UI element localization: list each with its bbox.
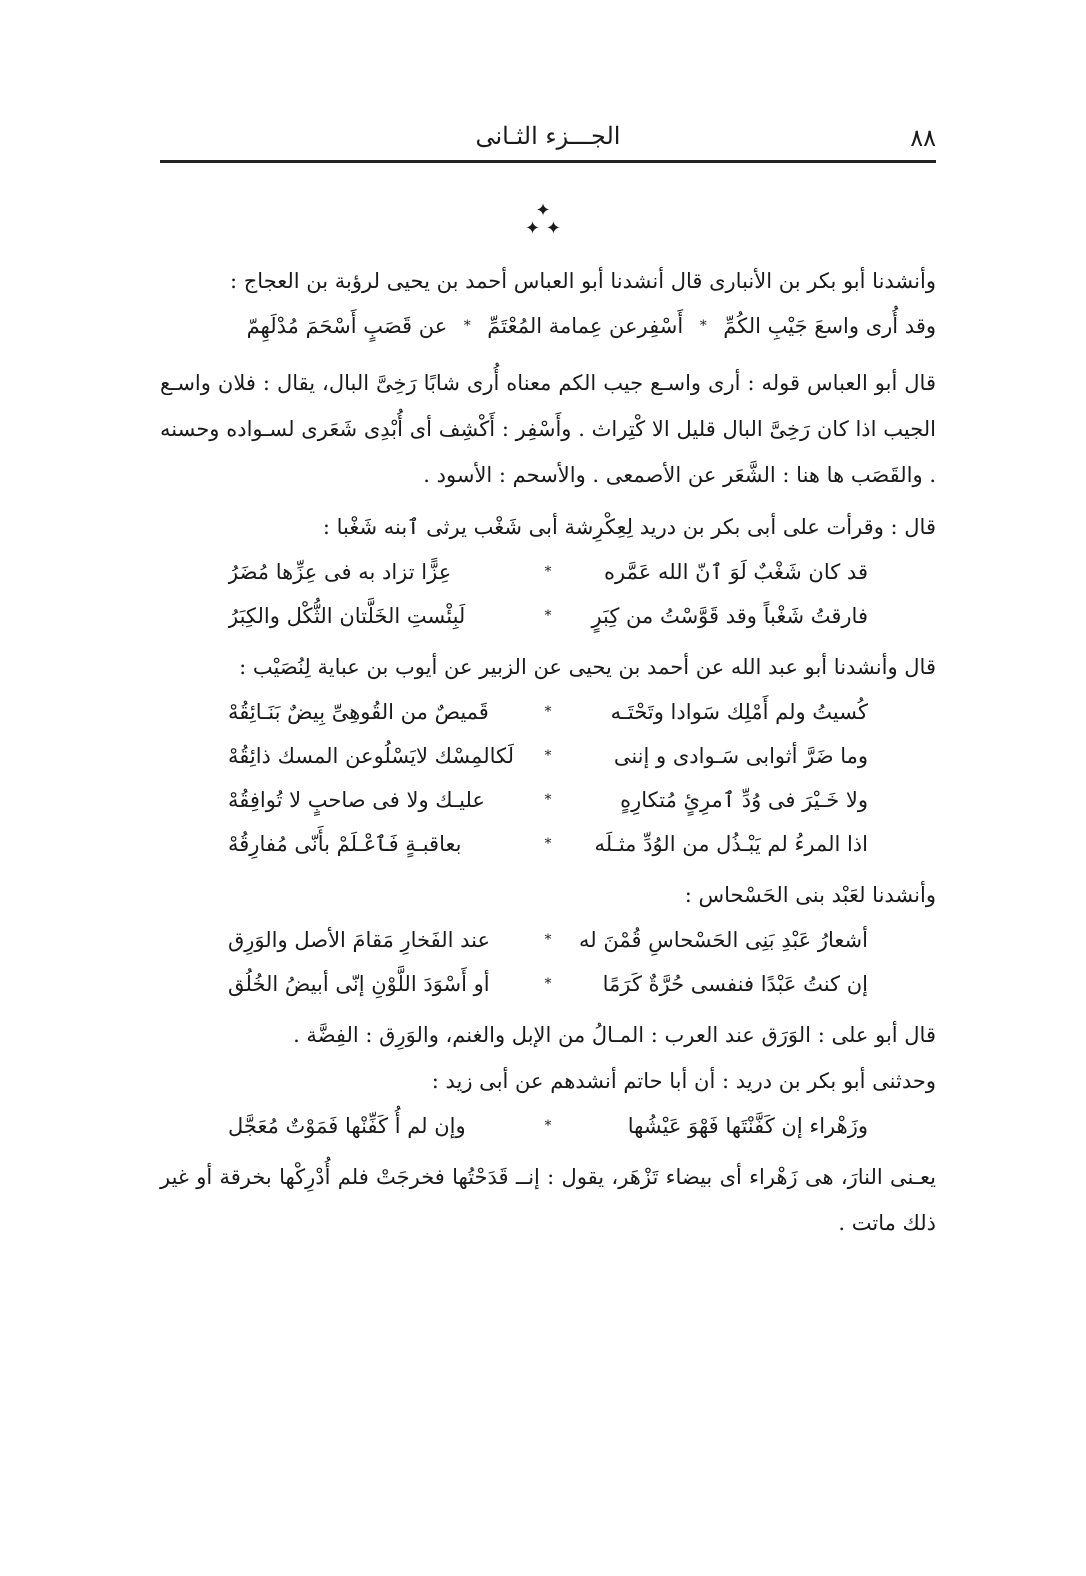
verse-10-second-hemistich: وإن لم أُ كَفِّنْها فَمَوْتٌ مُعَجَّل <box>228 1114 466 1138</box>
verse-7-first-hemistich: اذا المرءُ لم يَبْـذُل من الوُدِّ مثـلَه <box>594 832 868 856</box>
section-ornament <box>0 202 1086 238</box>
verse-3 <box>160 594 936 638</box>
verse-4-first-hemistich: كُسيتُ ولم أَمْلِك سَوادا وتَحْتَـه <box>610 700 868 724</box>
page-body <box>160 258 936 1246</box>
verse-7 <box>160 822 936 866</box>
paragraph-7: وحدثنى أبو بكر بن دريد : أن أبا حاتم أنشدهم عن أبى زيد : <box>431 1069 936 1093</box>
verse-2 <box>160 550 936 594</box>
paragraph-6: قال أبو على : الوَرَق عند العرب : المـالُ من الإبل والغنم، والوَرِق : الفِضَّة . <box>293 1023 936 1047</box>
running-title: الجـــزء الثـانى <box>475 122 621 150</box>
verse-9 <box>160 962 936 1006</box>
verse-1-part-1: وقد أُرى واسعَ جَيْبِ الكُمِّ <box>723 314 936 338</box>
verse-9-first-hemistich: إن كنتُ عَبْدًا فنفسى حُرَّةٌ كَرَمًا <box>602 972 868 996</box>
verse-separator: * <box>544 608 552 624</box>
page-header <box>160 118 936 158</box>
verse-2-first-hemistich: قد كان شَغْبٌ لَوَ ٱنّ الله عَمَّره <box>604 560 868 584</box>
verse-5-second-hemistich: لَكالمِسْك لايَسْلُوعن المسك ذائِقُهْ <box>228 744 514 768</box>
verse-6 <box>160 778 936 822</box>
header-rule <box>160 160 936 163</box>
verse-3-second-hemistich: لَبِئْستِ الخَلَّتان الثُّكْل والكِبَرُ <box>228 604 466 628</box>
verse-6-first-hemistich: ولا خَـيْرَ فى وُدِّ ٱمرِئٍ مُتكارِهٍ <box>620 788 868 812</box>
paragraph-5: وأنشدنا لعَبْد بنى الحَسْحاس : <box>684 883 936 907</box>
verse-separator: * <box>544 748 552 764</box>
verse-separator: * <box>544 792 552 808</box>
verse-5 <box>160 734 936 778</box>
ornament-bottom: ✦ ✦ <box>525 218 561 239</box>
verse-separator: * <box>544 564 552 580</box>
paragraph-3: قال : وقرأت على أبى بكر بن دريد لِعِكْرِشة أبى شَغْب يرثى ٱبنه شَغْبا : <box>322 515 936 539</box>
verse-7-second-hemistich: بعاقبـةٍ فَٱعْـلَمْ بأَنّى مُفارِقُهْ <box>228 832 462 856</box>
paragraph-1: وأنشدنا أبو بكر بن الأنبارى قال أنشدنا أبو العباس أحمد بن يحيى لرؤبة بن العجاج : <box>229 269 936 293</box>
verse-9-second-hemistich: أو أَسْوَدَ اللَّوْنِ إنّى أبيضُ الخُلُق <box>228 972 490 996</box>
verse-3-first-hemistich: فارقتُ شَغْباً وقد قَوَّسْتُ من كِبَرٍ <box>591 604 868 628</box>
verse-separator: * <box>544 836 552 852</box>
verse-6-second-hemistich: عليـك ولا فى صاحبٍ لا تُوافِقُهْ <box>228 788 485 812</box>
verse-1-part-2: أَسْفِرعن عِمامة المُعْتَمِّ <box>487 314 684 338</box>
verse-8-second-hemistich: عند الفَخارِ مَقامَ الأصل والوَرِق <box>228 928 491 952</box>
verse-4-second-hemistich: قَميصٌ من القُوهِىِّ بِيضٌ بَنَـائِقُهْ <box>228 700 489 724</box>
verse-separator: * <box>544 976 552 992</box>
verse-1 <box>160 304 936 348</box>
ornament-top: ✦ <box>535 200 551 221</box>
page-number: ٨٨ <box>910 124 936 152</box>
verse-2-second-hemistich: عِزًّا تزاد به فى عِزِّها مُضَرُ <box>228 560 452 584</box>
verse-5-first-hemistich: وما ضَرَّ أثوابى سَـوادى و إننى <box>613 744 868 768</box>
paragraph-8: يعـنى النارَ، هى زَهْراء أى بيضاء تَزْهَر، يقول : إنــ قَدَحْتُها فخرجَتْ فلم أُدْرِكْها بخرقة أو غير ذلك ماتت . <box>160 1165 936 1235</box>
verse-separator: * <box>699 318 707 334</box>
verse-separator: * <box>544 704 552 720</box>
paragraph-4: قال وأنشدنا أبو عبد الله عن أحمد بن يحيى عن الزبير عن أيوب بن عباية لِنُصَيْب : <box>239 655 936 679</box>
verse-separator: * <box>544 1118 552 1134</box>
verse-10-first-hemistich: وزَهْراء إن كَفَّنْتَها فَهْوَ عَيْشُها <box>627 1114 868 1138</box>
verse-separator: * <box>463 318 471 334</box>
verse-1-part-3: عن قَصَبٍ أَسْحَمَ مُدْلَهِمّ <box>246 314 448 338</box>
verse-8-first-hemistich: أشعارُ عَبْدِ بَنِى الحَسْحاسِ قُمْنَ له <box>579 928 868 952</box>
verse-separator: * <box>544 932 552 948</box>
verse-4 <box>160 690 936 734</box>
verse-8 <box>160 918 936 962</box>
verse-10 <box>160 1104 936 1148</box>
paragraph-2: قال أبو العباس قوله : أرى واسـع جيب الكم معناه أُرى شابًا رَخِىَّ البال، يقال : فلان واسـع الجيب اذا كان رَخِىَّ البال قليل الا كْتِراث . وأَسْفِر : أَكْشِف أى أُبْدِى شَعَرى لسـواده وحسنه . والقَصَب ها هنا : الشَّعَر عن الأصمعى . والأسحم : الأسود . <box>160 371 936 487</box>
